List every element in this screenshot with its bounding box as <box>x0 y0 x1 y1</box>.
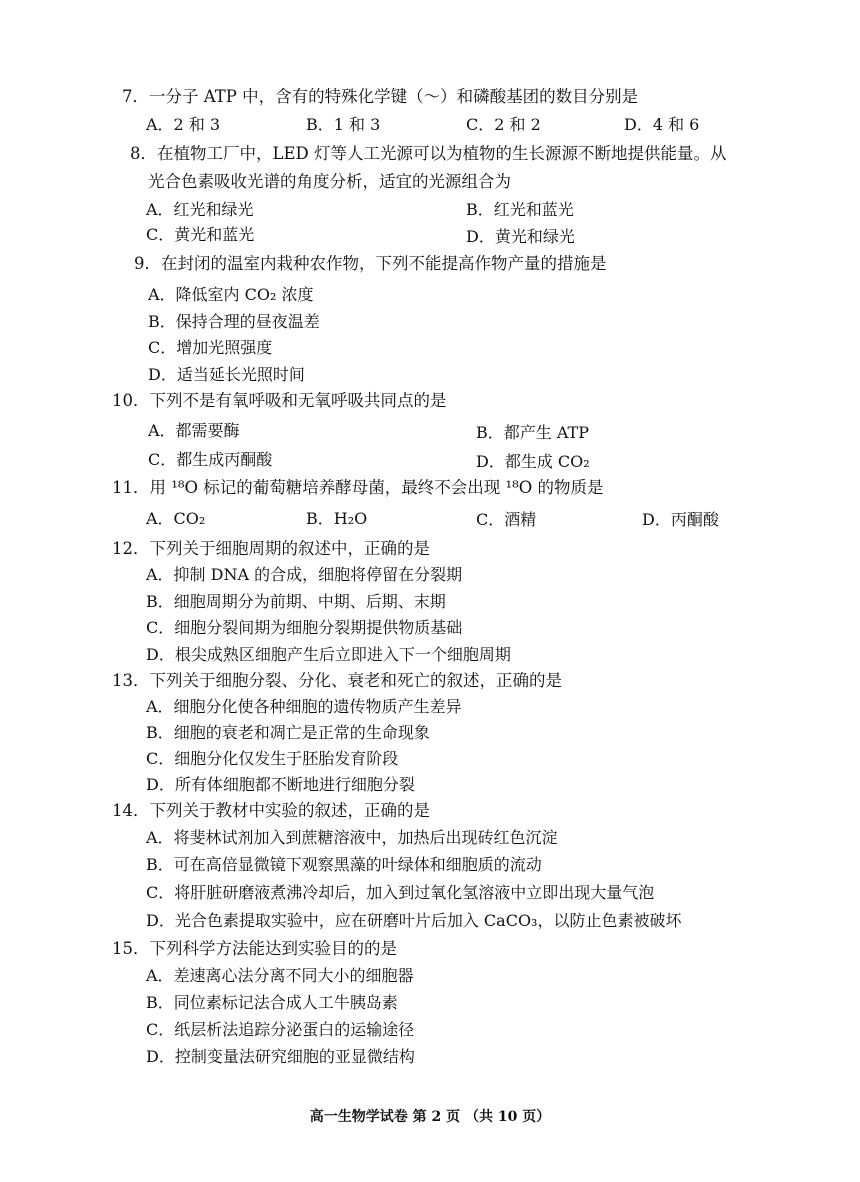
question-stem <box>122 86 638 108</box>
option: A．抑制 DNA 的合成，细胞将停留在分裂期 <box>146 565 463 584</box>
option: C．纸层析法追踪分泌蛋白的运输途径 <box>146 1020 415 1039</box>
option: B．细胞的衰老和凋亡是正常的生命现象 <box>146 723 430 742</box>
question-stem <box>112 477 604 499</box>
page-footer: 高一生物学试卷 第 2 页 （共 10 页） <box>309 1109 551 1125</box>
option: D．根尖成熟区细胞产生后立即进入下一个细胞周期 <box>146 645 511 664</box>
question-number: 15． <box>112 939 150 958</box>
option: B．都产生 ATP <box>476 423 589 442</box>
option: A．CO₂ <box>146 509 206 528</box>
question-text: 下列不是有氧呼吸和无氧呼吸共同点的是 <box>149 391 447 410</box>
option: A．细胞分化使各种细胞的遗传物质产生差异 <box>146 697 462 716</box>
option: D．黄光和绿光 <box>466 227 575 246</box>
question-number: 7． <box>122 87 149 106</box>
option: C．增加光照强度 <box>148 338 273 357</box>
option: C．细胞分化仅发生于胚胎发育阶段 <box>146 749 399 768</box>
question-number: 10． <box>112 391 150 410</box>
option: D．丙酮酸 <box>642 510 719 529</box>
option: D．所有体细胞都不断地进行细胞分裂 <box>146 775 415 794</box>
option: B．同位素标记法合成人工牛胰岛素 <box>146 993 398 1012</box>
option: C．2 和 2 <box>466 115 541 134</box>
option: B．可在高倍显微镜下观察黑藻的叶绿体和细胞质的流动 <box>146 855 542 874</box>
question-number: 13． <box>112 671 150 690</box>
option: A．2 和 3 <box>146 115 221 134</box>
question-number: 11． <box>112 478 150 497</box>
question-text: 用 ¹⁸O 标记的葡萄糖培养酵母菌，最终不会出现 ¹⁸O 的物质是 <box>149 478 604 497</box>
option: B．红光和蓝光 <box>466 200 574 219</box>
question-number: 8． <box>130 144 157 163</box>
option: A．都需要酶 <box>148 421 240 440</box>
question-text: 在封闭的温室内栽种农作物，下列不能提高作物产量的措施是 <box>161 254 607 273</box>
question-stem <box>112 938 397 960</box>
question-number: 9． <box>134 254 161 273</box>
option: A．降低室内 CO₂ 浓度 <box>148 285 314 304</box>
option: D．4 和 6 <box>624 115 700 134</box>
question-stem <box>134 253 607 275</box>
question-stem <box>112 390 447 412</box>
option: B．细胞周期分为前期、中期、后期、末期 <box>146 592 446 611</box>
question-number: 14． <box>112 801 150 820</box>
question-text: 下列关于细胞分裂、分化、衰老和死亡的叙述，正确的是 <box>149 671 562 690</box>
question-text: 下列关于细胞周期的叙述中，正确的是 <box>149 539 430 558</box>
option: A．将斐林试剂加入到蔗糖溶液中，加热后出现砖红色沉淀 <box>146 828 558 847</box>
option: C．细胞分裂间期为细胞分裂期提供物质基础 <box>146 618 463 637</box>
question-stem <box>112 538 430 560</box>
option: A．差速离心法分离不同大小的细胞器 <box>146 966 414 985</box>
question-stem <box>112 670 562 692</box>
option: C．将肝脏研磨液煮沸冷却后，加入到过氧化氢溶液中立即出现大量气泡 <box>146 883 655 902</box>
question-text: 下列科学方法能达到实验目的的是 <box>149 939 397 958</box>
question-text-continued: 光合色素吸收光谱的角度分析，适宜的光源组合为 <box>148 172 511 191</box>
option: B．H₂O <box>306 509 368 528</box>
question-text: 下列关于教材中实验的叙述，正确的是 <box>149 801 430 820</box>
option: C．酒精 <box>476 510 537 529</box>
option: C．都生成丙酮酸 <box>148 450 273 469</box>
question-number: 12． <box>112 539 150 558</box>
option: B．保持合理的昼夜温差 <box>148 312 320 331</box>
option: D．控制变量法研究细胞的亚显微结构 <box>146 1047 415 1066</box>
question-stem <box>112 800 430 822</box>
option: A．红光和绿光 <box>146 200 254 219</box>
question-stem <box>130 143 726 165</box>
option: D．光合色素提取实验中，应在研磨叶片后加入 CaCO₃，以防止色素被破坏 <box>146 911 682 930</box>
option: D．都生成 CO₂ <box>476 452 590 471</box>
option: B．1 和 3 <box>306 115 381 134</box>
option: D．适当延长光照时间 <box>148 365 305 384</box>
option: C．黄光和蓝光 <box>146 225 255 244</box>
question-text: 一分子 ATP 中，含有的特殊化学键（～）和磷酸基团的数目分别是 <box>149 87 639 106</box>
question-text: 在植物工厂中，LED 灯等人工光源可以为植物的生长源源不断地提供能量。从 <box>157 144 727 163</box>
